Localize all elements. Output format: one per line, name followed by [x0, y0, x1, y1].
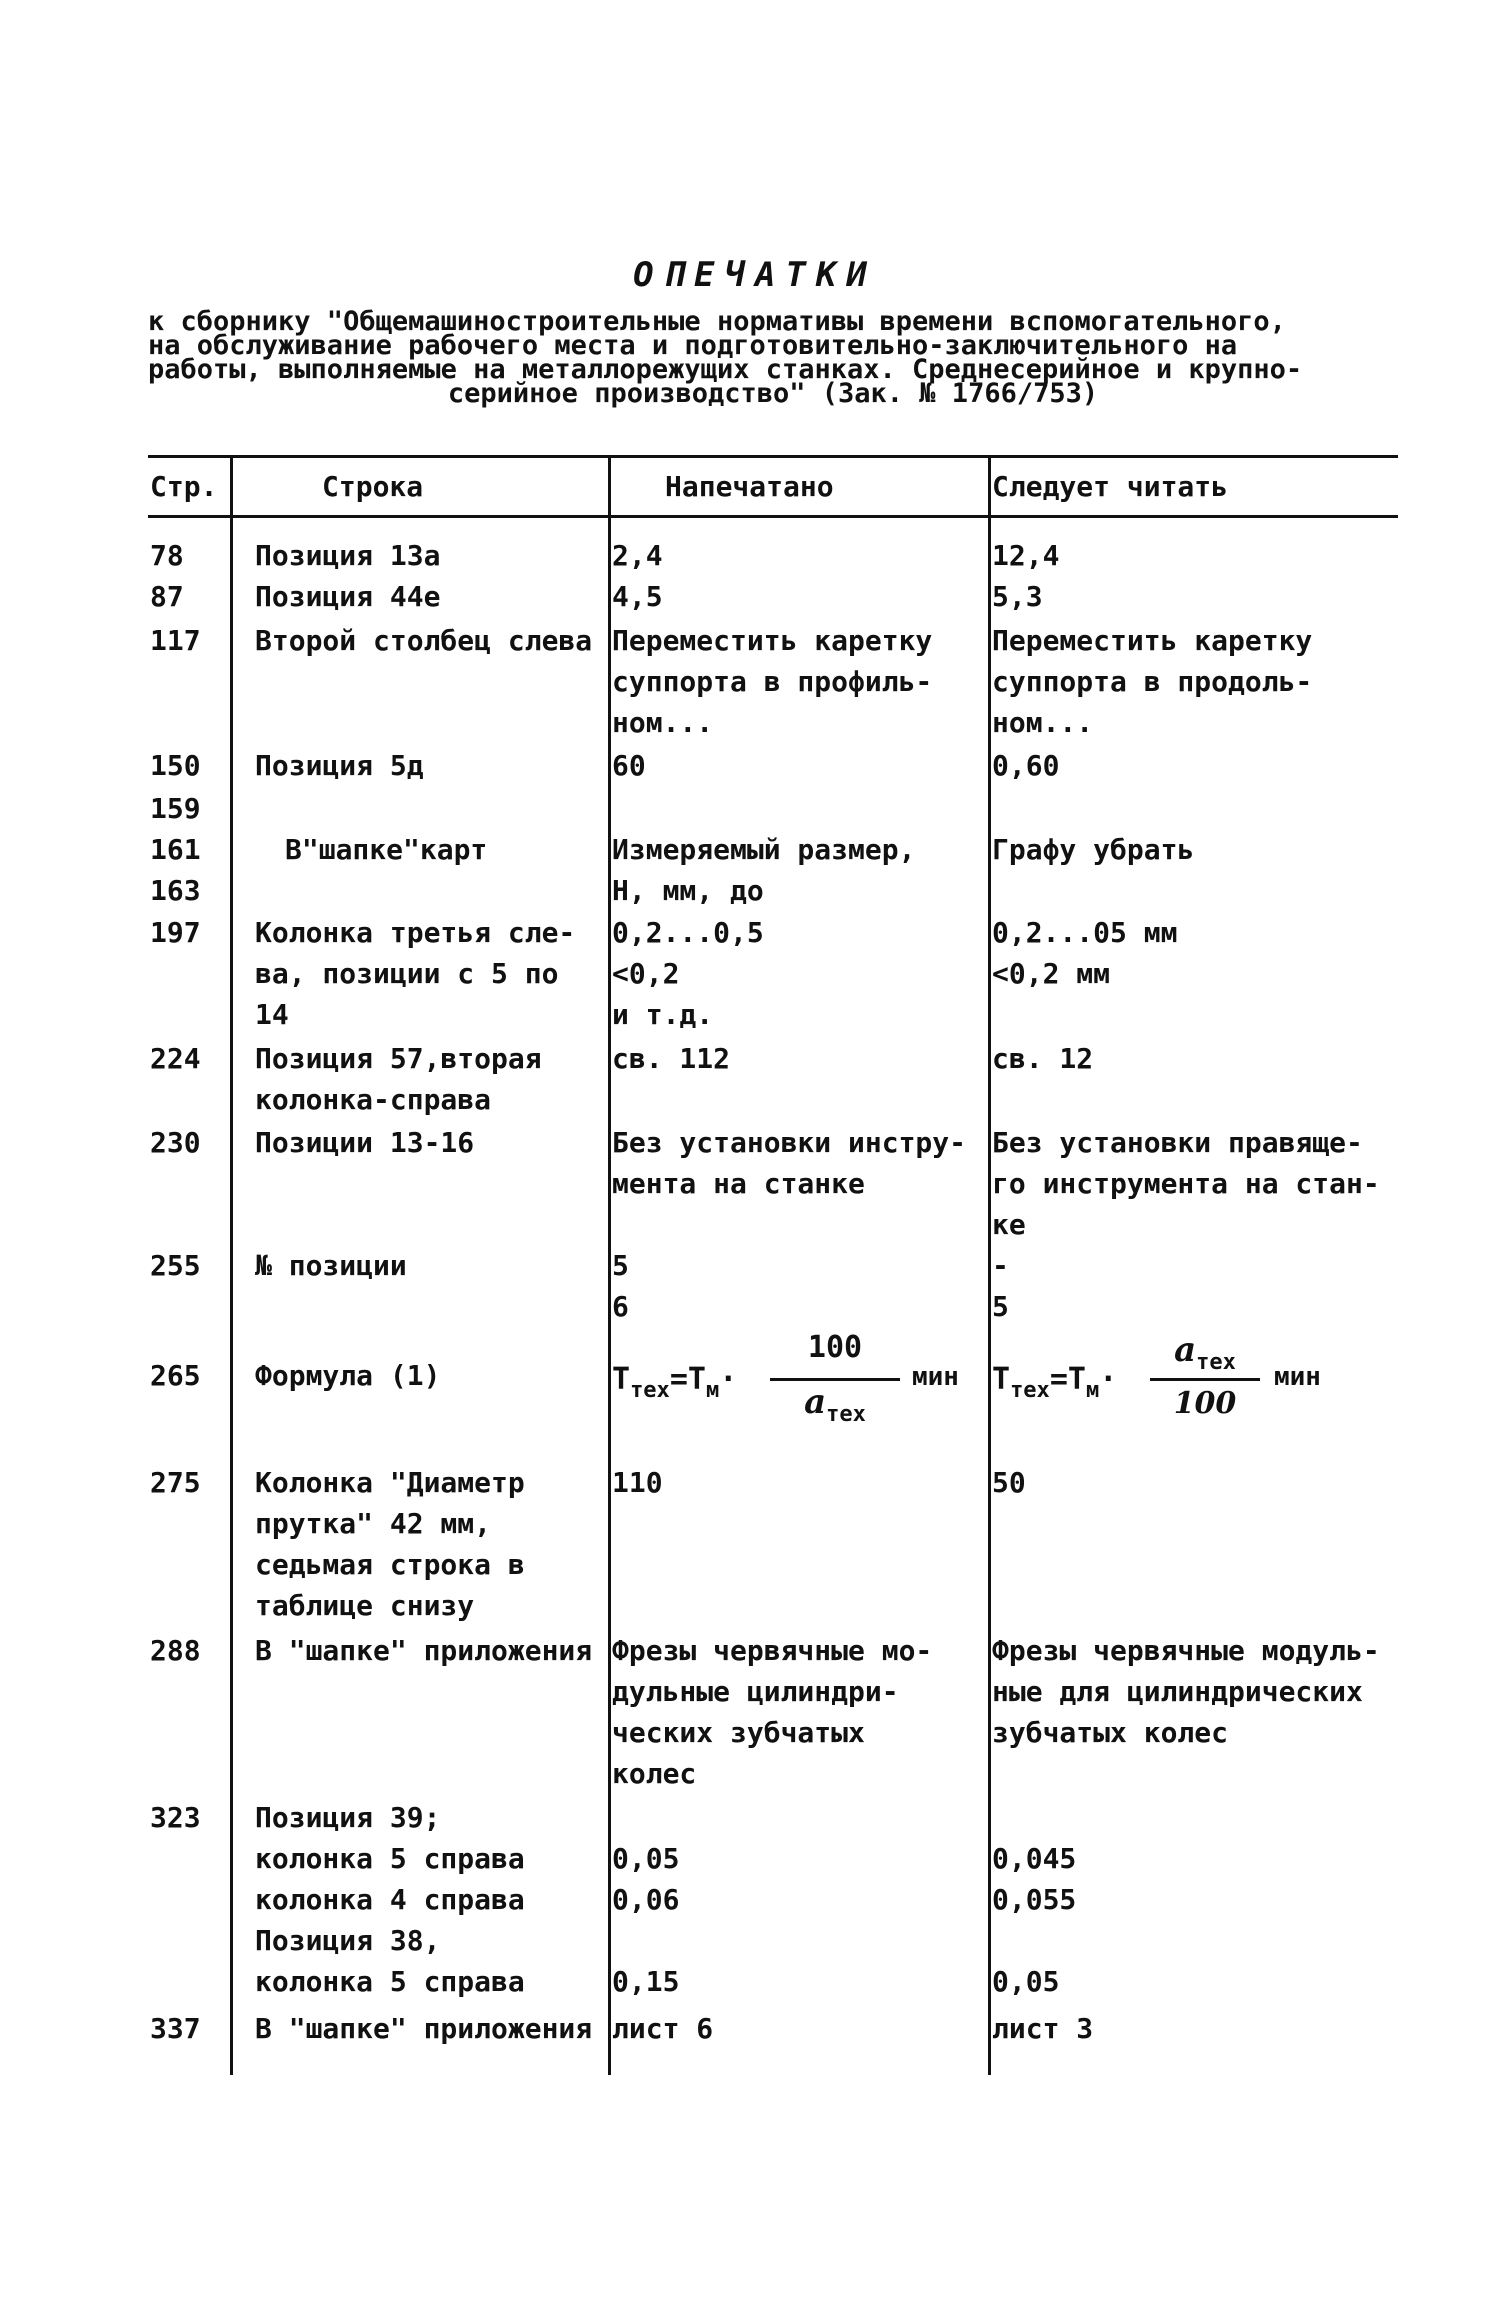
header-should-read: Следует читать — [992, 470, 1229, 503]
table-row-page: 275 — [150, 1466, 201, 1499]
table-row-printed: 2,4 — [612, 539, 663, 572]
table-row-location: В "шапке" приложения — [255, 2012, 593, 2045]
table-row-printed: 5 6 — [612, 1249, 629, 1323]
table-row-printed: Измеряемый размер, Н, мм, до — [612, 833, 916, 907]
table-row-printed: св. 112 — [612, 1042, 731, 1075]
table-row-page: 87 — [150, 580, 184, 613]
should-formula-denominator: 100 — [1173, 1386, 1237, 1421]
table-row-location: Позиция 13а — [255, 539, 441, 572]
printed-formula-unit: мин — [912, 1362, 959, 1392]
table-row-page: 230 — [150, 1126, 201, 1159]
table-row-location: Позиция 5д — [255, 749, 424, 782]
table-row-should-read: Без установки правяще- го инструмента на стан- ке — [992, 1126, 1380, 1241]
printed-formula-numerator: 100 — [807, 1330, 863, 1365]
table-row-page: 224 — [150, 1042, 201, 1075]
table-row-page: 163 — [150, 874, 201, 907]
table-row-printed: 110 — [612, 1466, 663, 1499]
table-top-rule — [148, 455, 1398, 458]
table-row-location: Колонка третья сле- ва, позиции с 5 по 14 — [255, 916, 576, 1031]
table-row-location: Формула (1) — [255, 1359, 441, 1392]
table-row-page: 337 — [150, 2012, 201, 2045]
intro-text — [148, 306, 1398, 409]
table-row-printed: Без установки инстру- мента на станке — [612, 1126, 967, 1200]
table-row-should-read: 50 — [992, 1466, 1026, 1499]
printed-fraction-bar — [770, 1378, 900, 1381]
printed-formula — [612, 1330, 984, 1440]
table-row-page: 255 — [150, 1249, 201, 1282]
table-row-location: № позиции — [255, 1249, 407, 1282]
table-row-page: 161 — [150, 833, 201, 866]
table-row-location: Позиции 13-16 — [255, 1126, 475, 1159]
table-row-location: Позиция 44е — [255, 580, 441, 613]
table-row-should-read: 0,045 0,055 0,05 — [992, 1842, 1077, 1998]
table-row-printed: Переместить каретку суппорта в профиль- ном... — [612, 624, 933, 739]
table-row-page: 159 — [150, 792, 201, 825]
table-row-printed: Фрезы червячные мо- дульные цилиндри- ческих зубчатых колес — [612, 1634, 933, 1790]
table-row-printed: 0,05 0,06 0,15 — [612, 1842, 680, 1998]
table-row-should-read: св. 12 — [992, 1042, 1094, 1075]
table-row-location: Позиция 57,вторая колонка-справа — [255, 1042, 542, 1116]
header-row: Строка — [322, 470, 424, 503]
printed-formula-lhs: $Т_{тех}=Т_м\cdot$ — [612, 1362, 738, 1403]
table-row-should-read: 12,4 — [992, 539, 1060, 572]
table-row-printed: 4,5 — [612, 580, 663, 613]
table-header-rule — [148, 515, 1398, 518]
should-formula-numerator: $a_{тех}$ — [1174, 1330, 1236, 1375]
table-row-printed: лист 6 — [612, 2012, 714, 2045]
table-row-should-read: 0,2...05 мм <0,2 мм — [992, 916, 1178, 990]
intro-line-2: на обслуживание рабочего места и подготовительно-заключительного на — [148, 330, 1238, 361]
table-row-page: 78 — [150, 539, 184, 572]
printed-formula-denominator: $a_{тех}$ — [804, 1382, 866, 1427]
document-title: ОПЕЧАТКИ — [633, 255, 877, 295]
table-row-page: 150 — [150, 749, 201, 782]
table-row-location: В "шапке" приложения — [255, 1634, 593, 1667]
table-row-location: Позиция 39; колонка 5 справа колонка 4 справа Позиция 38, колонка 5 справа — [255, 1801, 525, 1998]
table-row-page: 288 — [150, 1634, 201, 1667]
table-row-should-read: Графу убрать — [992, 833, 1195, 866]
table-row-location: Второй столбец слева — [255, 624, 593, 657]
column-divider-3 — [988, 458, 991, 2075]
should-formula-lhs: $Т_{тех}=Т_м\cdot$ — [992, 1362, 1118, 1403]
should-formula-unit: мин — [1274, 1362, 1321, 1392]
intro-line-3: работы, выполняемые на металлорежущих станках. Среднесерийное и крупно- — [148, 354, 1303, 385]
table-row-page: 117 — [150, 624, 201, 657]
header-printed: Напечатано — [665, 470, 834, 503]
should-fraction-bar — [1150, 1378, 1260, 1381]
table-row-page: 265 — [150, 1359, 201, 1392]
table-row-page: 323 — [150, 1801, 201, 1834]
should-read-formula — [992, 1330, 1372, 1440]
table-row-page: 197 — [150, 916, 201, 949]
table-row-location: Колонка "Диаметр прутка" 42 мм, седьмая строка в таблице снизу — [255, 1466, 525, 1622]
table-row-should-read: - 5 — [992, 1249, 1009, 1323]
column-divider-1 — [230, 458, 233, 2075]
table-row-should-read: лист 3 — [992, 2012, 1094, 2045]
table-row-location: В"шапке"карт — [285, 833, 488, 866]
intro-line-4: серийное производство" (Зак. № 1766/753) — [447, 378, 1099, 409]
table-row-printed: 0,2...0,5 <0,2 и т.д. — [612, 916, 764, 1031]
table-row-should-read: Фрезы червячные модуль- ные для цилиндрических зубчатых колес — [992, 1634, 1380, 1749]
table-row-should-read: 5,3 — [992, 580, 1043, 613]
header-page: Стр. — [150, 470, 218, 503]
intro-line-1: к сборнику "Общемашиностроительные нормативы времени вспомогательного, — [148, 306, 1286, 337]
table-row-printed: 60 — [612, 749, 646, 782]
table-row-should-read: Переместить каретку суппорта в продоль- ном... — [992, 624, 1313, 739]
table-row-should-read: 0,60 — [992, 749, 1060, 782]
column-divider-2 — [608, 458, 611, 2075]
